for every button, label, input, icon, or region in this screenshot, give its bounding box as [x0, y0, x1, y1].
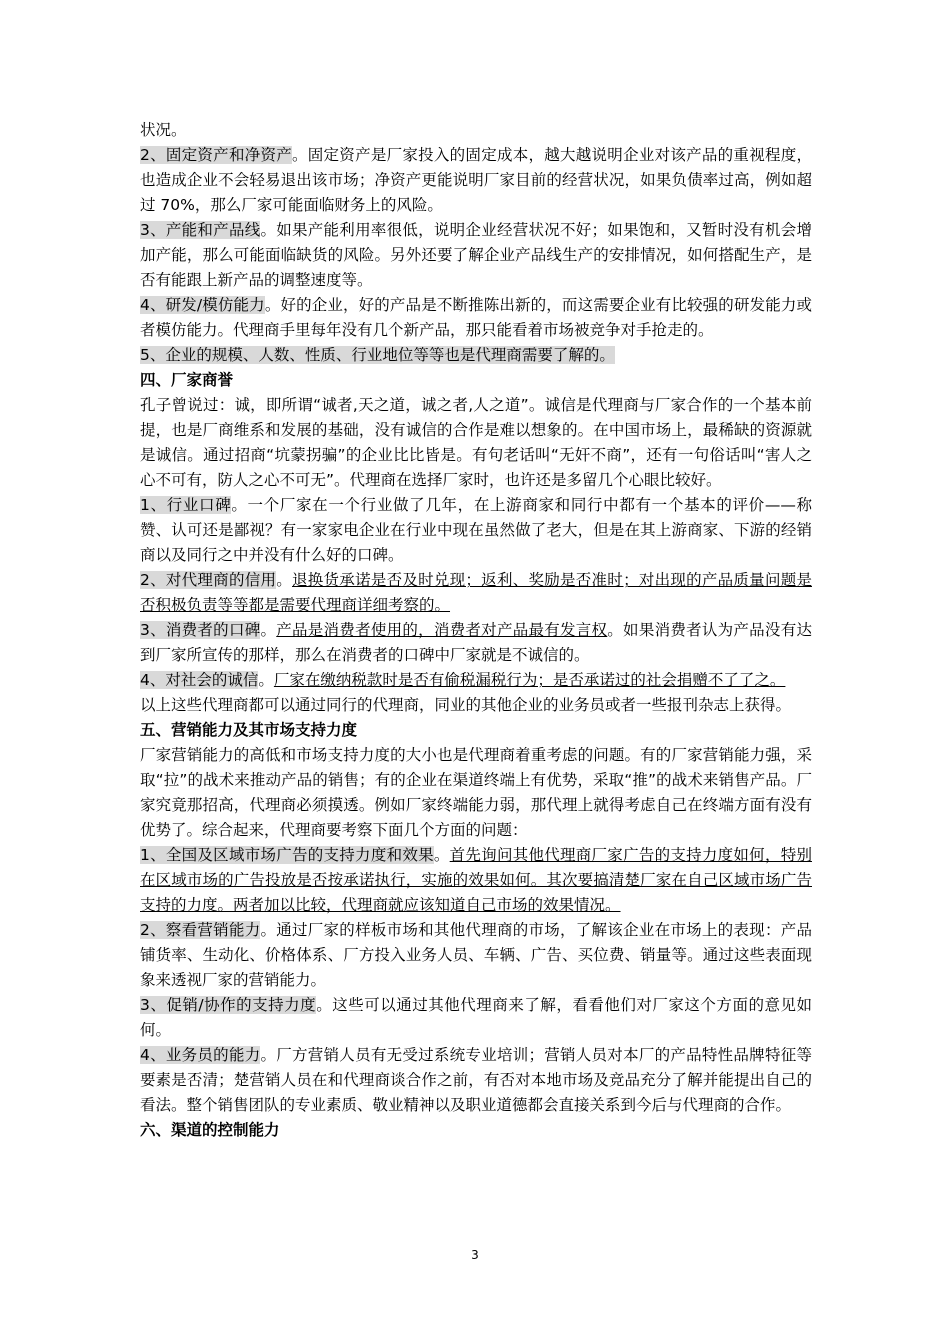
item-text: 。厂方营销人员有无受过系统专业培训；营销人员对本厂的产品特性品牌特征等要素是否清；楚营销人员在和代理商谈合作之前，有否对本地市场及竞品充分了解并能提出自己的看法。整个销售团队的专业素质、敬业精神以及职业道德都会直接关系到今后与代理商的合作。 — [140, 1046, 812, 1114]
item-rnd — [140, 293, 812, 343]
item-salesperson-ability — [140, 1043, 812, 1118]
item-text: 。固定资产是厂家投入的固定成本，越大越说明企业对该产品的重视程度，也造成企业不会轻易退出该市场；净资产更能说明厂家目前的经营状况，如果负债率过高，例如超过 70%，那么厂家可能面临财务上的风险。 — [140, 146, 812, 214]
item-text: 。好的企业，好的产品是不断推陈出新的，而这需要企业有比较强的研发能力或者模仿能力。代理商手里每年没有几个新产品，那只能看着市场被竞争对手抢走的。 — [140, 296, 812, 339]
text: 厂家营销能力的高低和市场支持力度的大小也是代理商着重考虑的问题。有的厂家营销能力强，采取“拉”的战术来推动产品的销售；有的企业在渠道终端上有优势，采取“推”的战术来销售产品。厂家究竟那招高，代理商必须摸透。例如厂家终端能力弱，那代理上就得考虑自己在终端方面有没有优势了。综合起来，代理商要考察下面几个方面的问题： — [140, 746, 812, 839]
item-sep: 。 — [433, 846, 450, 864]
item-underlined-text: 首先询问其他代理商厂家广告的支持力度如何，特别在区域市场的广告投放是否按承诺执行，实施的效果如何。其次要搞清楚厂家在自己区域市场广告支持的力度。两者加以比较，代理商就应该知道自己市场的效果情况。 — [140, 846, 812, 914]
item-label: 5、企业的规模、人数、性质、行业地位等等也是代理商需要了解的。 — [140, 346, 615, 364]
item-label: 2、对代理商的信用 — [140, 571, 277, 589]
heading-text: 六、渠道的控制能力 — [140, 1121, 280, 1139]
item-text: 。这些可以通过其他代理商来了解，看看他们对厂家这个方面的意见如何。 — [140, 996, 812, 1039]
reputation-intro — [140, 393, 812, 493]
heading-text: 五、营销能力及其市场支持力度 — [140, 721, 358, 739]
heading-text: 四、厂家商誉 — [140, 371, 234, 389]
page-content — [140, 118, 812, 1143]
item-credit-to-agents — [140, 568, 812, 618]
item-industry-reputation — [140, 493, 812, 568]
item-underlined-text: 退换货承诺是否及时兑现；返利、奖励是否准时；对出现的产品质量问题是否积极负责等等都是需要代理商详细考察的。 — [140, 571, 812, 614]
section-heading-reputation — [140, 368, 812, 393]
item-sep: 。 — [258, 671, 274, 689]
item-label: 3、产能和产品线 — [140, 221, 261, 239]
page-number: 3 — [471, 1248, 479, 1262]
item-promotion-support — [140, 993, 812, 1043]
item-underlined-text: 产品是消费者使用的，消费者对产品最有发言权 — [276, 621, 608, 639]
section-heading-marketing — [140, 718, 812, 743]
item-capacity — [140, 218, 812, 293]
item-label: 4、对社会的诚信 — [140, 671, 259, 689]
item-fixed-assets — [140, 143, 812, 218]
item-label: 4、业务员的能力 — [140, 1046, 261, 1064]
section-heading-channel-control — [140, 1118, 812, 1143]
item-sep: 。 — [276, 571, 293, 589]
item-text: 。通过厂家的样板市场和其他代理商的市场，了解该企业在市场上的表现：产品铺货率、生动化、价格体系、厂方投入业务人员、车辆、广告、买位费、销量等。通过这些表面现象来透视厂家的营销能力。 — [140, 921, 812, 989]
item-sep: 。 — [260, 621, 277, 639]
item-text: 。如果消费者认为产品没有达到厂家所宣传的那样，那么在消费者的口碑中厂家就是不诚信的。 — [140, 621, 812, 664]
item-scale — [140, 343, 812, 368]
item-label: 1、行业口碑 — [140, 496, 232, 514]
item-marketing-ability — [140, 918, 812, 993]
text: 以上这些代理商都可以通过同行的代理商，同业的其他企业的业务员或者一些报刊杂志上获得。 — [140, 696, 792, 714]
item-text: 。如果产能利用率很低，说明企业经营状况不好；如果饱和，又暂时没有机会增加产能，那么可能面临缺货的风险。另外还要了解企业产品线生产的安排情况，如何搭配生产，是否有能跟上新产品的调整速度等。 — [140, 221, 812, 289]
item-label: 4、研发/模仿能力 — [140, 296, 265, 314]
reputation-outro — [140, 693, 812, 718]
item-label: 2、固定资产和净资产 — [140, 146, 293, 164]
text: 孔子曾说过：诚，即所谓“诚者,天之道，诚之者,人之道”。诚信是代理商与厂家合作的一个基本前提，也是厂商维系和发展的基础，没有诚信的合作是难以想象的。在中国市场上，最稀缺的资源就是诚信。通过招商“坑蒙拐骗”的企业比比皆是。有句老话叫“无奸不商”，还有一句俗话叫“害人之心不可有，防人之心不可无”。代理商在选择厂家时，也许还是多留几个心眼比较好。 — [140, 396, 812, 489]
item-label: 2、察看营销能力 — [140, 921, 261, 939]
text: 状况。 — [140, 121, 187, 139]
item-social-integrity — [140, 668, 812, 693]
paragraph-continuation — [140, 118, 812, 143]
item-consumer-reputation — [140, 618, 812, 668]
item-label: 3、消费者的口碑 — [140, 621, 261, 639]
item-underlined-text: 厂家在缴纳税款时是否有偷税漏税行为；是否承诺过的社会捐赠不了了之。 — [273, 671, 786, 689]
item-text: 。一个厂家在一个行业做了几年，在上游商家和同行中都有一个基本的评价——称赞、认可还是鄙视？有一家家电企业在行业中现在虽然做了老大，但是在其上游商家、下游的经销商以及同行之中并没有什么好的口碑。 — [140, 496, 812, 564]
item-label: 1、全国及区域市场广告的支持力度和效果 — [140, 846, 434, 864]
marketing-intro — [140, 743, 812, 843]
item-advertising-support — [140, 843, 812, 918]
item-label: 3、促销/协作的支持力度 — [140, 996, 317, 1014]
